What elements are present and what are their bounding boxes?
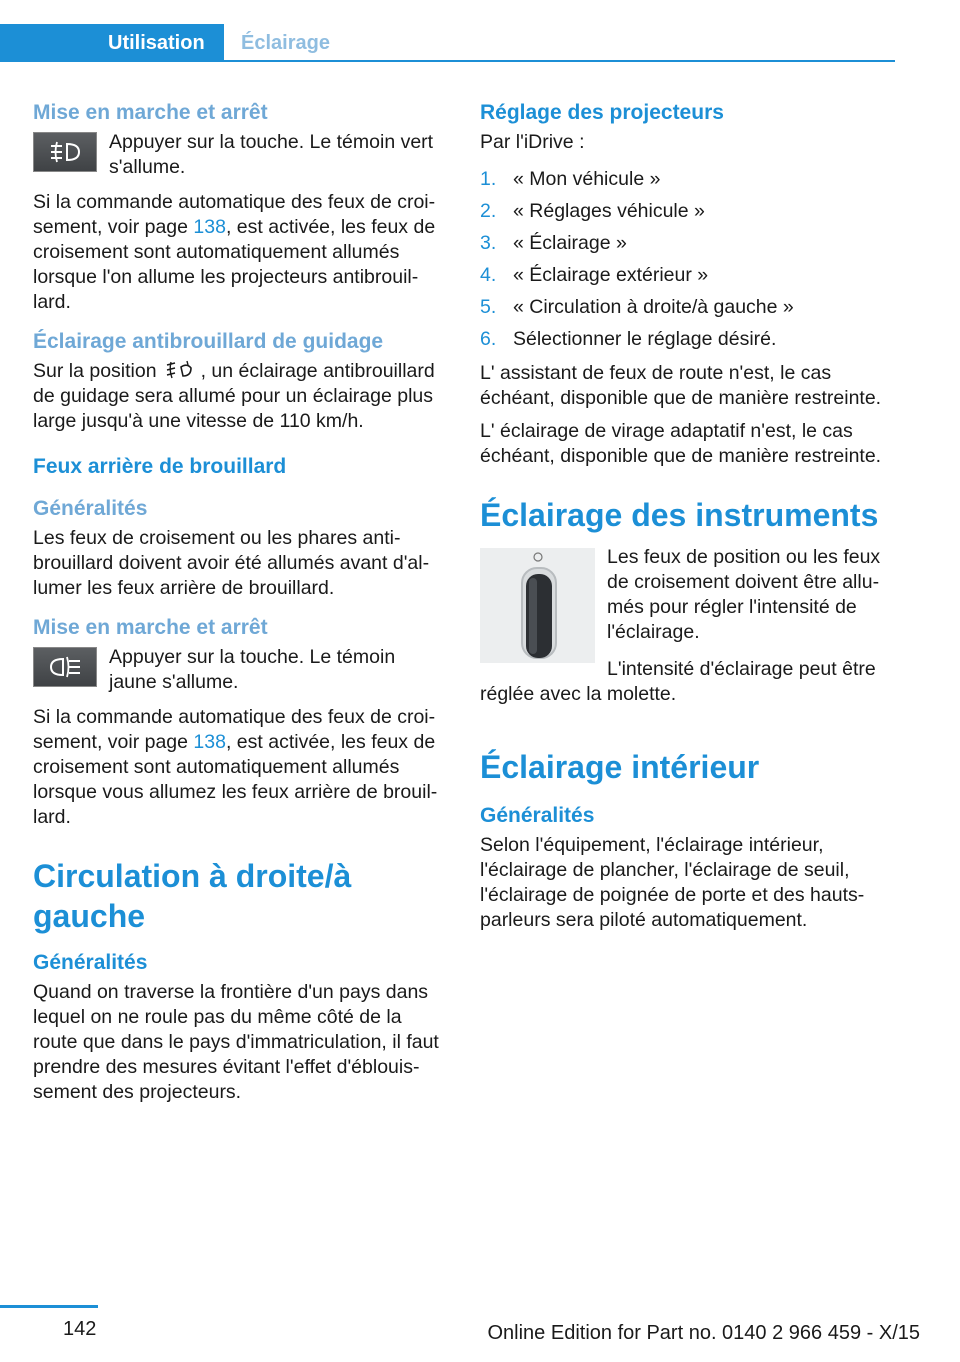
step-number: 6. [480,328,497,350]
paragraph: L' assistant de feux de route n'est, le cas échéant, disponible que de manière restreinte. [480,362,882,409]
section-tab-eclairage: Éclairage [241,32,330,54]
paragraph: L' éclairage de virage adaptatif n'est, le cas échéant, disponible que de manière restreinte. [480,420,882,467]
text: , un éclairage antibrouillard de guidage sera allumé pour un éclairage plus large jusqu'à une vitesse de 110 km/h. [33,360,435,432]
list-item [480,227,890,259]
paragraph: Quand on traverse la frontière d'un pays dans lequel on ne roule pas du même côté de la route que dans le pays d'immatriculation, il faut prendre des mesures évitant l'effet d'éblouissement des projecteurs. [33,981,439,1103]
list-item [480,323,890,355]
list-item [480,259,890,291]
page-link[interactable]: 138 [193,731,226,753]
page-link[interactable]: 138 [193,216,226,238]
text: Sur la position [33,360,157,382]
idrive-steps-list [480,163,890,355]
heading-mise-en-marche: Mise en marche et arrêt [33,101,268,124]
fog-position-icon [161,359,197,381]
heading-circulation: Circulation à droite/à gauche [33,858,352,934]
heading-generalites-3: Généralités [480,804,595,827]
step-text: « Éclairage extérieur » [513,264,709,286]
step-number: 1. [480,168,497,190]
heading-reglage-projecteurs: Réglage des projecteurs [480,101,724,124]
header-rule [0,60,895,62]
section-tab-utilisation: Utilisation [0,24,224,62]
list-item [480,195,890,227]
left-column [33,100,448,1113]
rear-fog-button-row [33,645,448,695]
text: Si la commande automatique des feux de croisement, voir page [33,706,436,753]
heading-generalites-2: Généralités [33,951,148,974]
paragraph [33,190,448,315]
heading-feux-arriere: Feux arrière de brouillard [33,455,287,478]
front-fog-instruction: Appuyer sur la touche. Le témoin vert s'allume. [109,131,434,178]
step-text: « Éclairage » [513,232,627,254]
heading-eclairage-guidage: Éclairage antibrouillard de guidage [33,330,384,353]
text: Si la commande automatique des feux de croisement, voir page [33,191,436,238]
footer-edition: Online Edition for Part no. 0140 2 966 459 - X/15 [487,1322,920,1344]
page-number: 142 [63,1318,97,1340]
step-text: « Réglages véhicule » [513,200,705,222]
list-item [480,163,890,195]
heading-generalites: Généralités [33,497,148,520]
right-column [480,100,890,941]
dimmer-text [607,545,890,663]
dimmer-block [480,545,890,663]
rear-fog-instruction: Appuyer sur la touche. Le témoin jaune s'allume. [109,646,396,693]
text: , est activée, les feux de croisement sont automatiquement allumés lorsque l'on allume les projecteurs antibrouillard. [33,216,436,313]
page-header [0,24,895,62]
heading-eclairage-interieur: Éclairage intérieur [480,749,760,785]
paragraph: Les feux de position ou les feux de croisement doivent être allumés pour régler l'intensité de l'éclairage. [607,546,881,643]
text: , est activée, les feux de croisement sont automatiquement allumés lorsque vous allumez les feux arrière de brouillard. [33,731,438,828]
paragraph: Par l'iDrive : [480,131,585,153]
rear-fog-light-button-icon [33,647,97,687]
step-number: 2. [480,200,497,222]
step-text: « Mon véhicule » [513,168,661,190]
heading-mise-en-marche-2: Mise en marche et arrêt [33,616,268,639]
footer-rule [0,1305,98,1308]
front-fog-button-row [33,130,448,180]
dimmer-wheel-icon [480,548,595,663]
paragraph [33,359,448,434]
step-number: 5. [480,296,497,318]
list-item [480,291,890,323]
paragraph: Les feux de croisement ou les phares antibrouillard doivent avoir été allumés avant d'allumer les feux arrière de brouillard. [33,527,430,599]
paragraph: Selon l'équipement, l'éclairage intérieur, l'éclairage de plancher, l'éclairage de seuil, l'éclairage de poignée de porte et des hauts-parleurs sera piloté automatiquement. [480,834,865,931]
paragraph: L'intensité d'éclairage peut être réglée avec la molette. [480,658,876,705]
heading-eclairage-instruments: Éclairage des instruments [480,497,879,533]
step-text: « Circulation à droite/à gauche » [513,296,794,318]
step-text: Sélectionner le réglage désiré. [513,328,777,350]
step-number: 3. [480,232,497,254]
front-fog-light-button-icon [33,132,97,172]
step-number: 4. [480,264,497,286]
paragraph [33,705,448,830]
